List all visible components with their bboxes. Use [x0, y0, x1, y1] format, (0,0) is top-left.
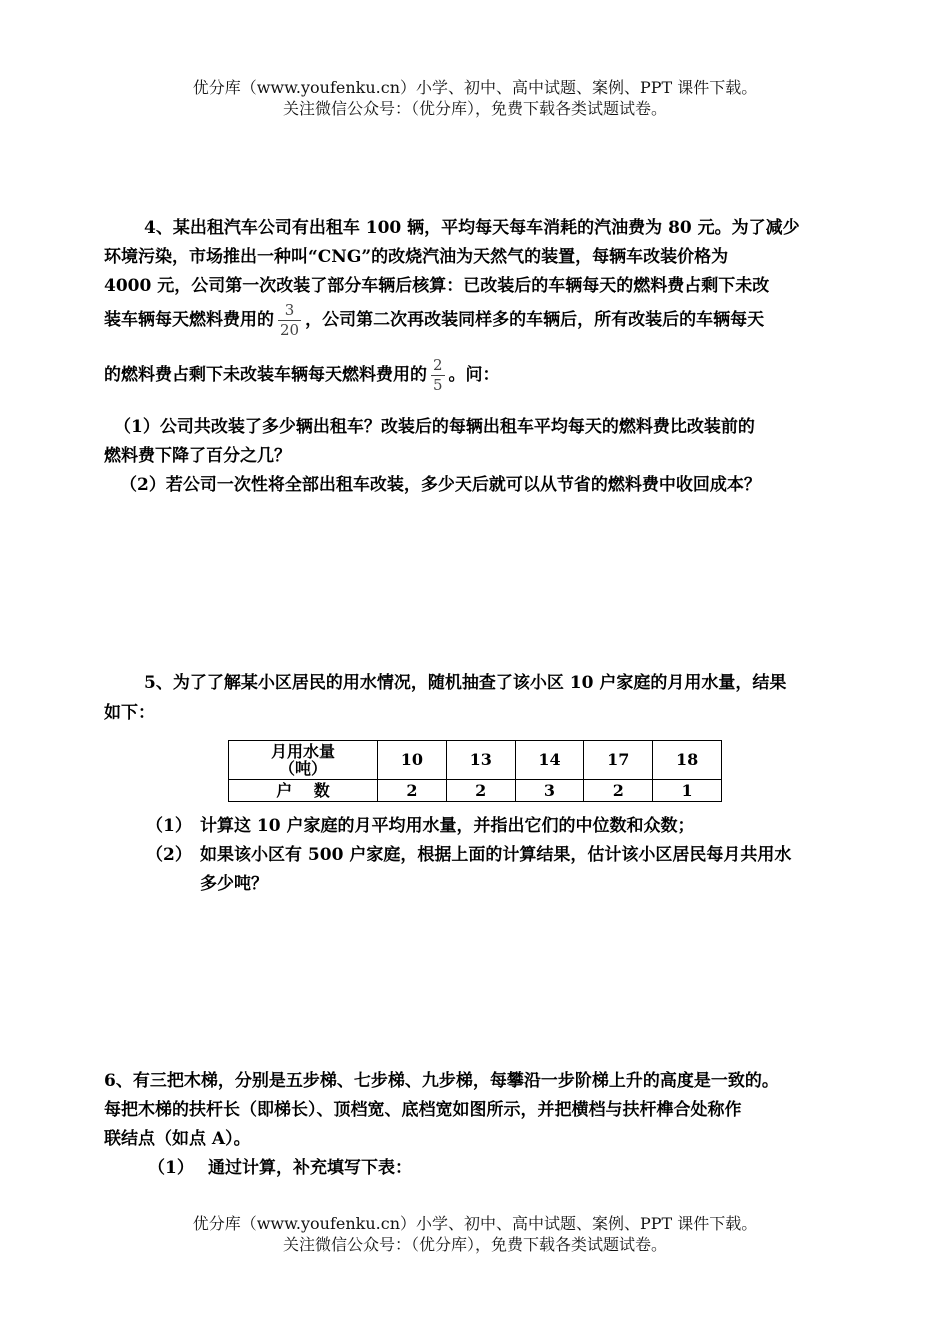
page-footer	[0, 1213, 950, 1255]
fraction-denominator: 20	[280, 321, 300, 339]
q5-sub2-line-2: 多少吨？	[200, 874, 268, 894]
q4-sub1-line-1: （1）公司共改装了多少辆出租车？改装后的每辆出租车平均每天的燃料费比改装前的	[114, 417, 755, 437]
table-cell: 2	[584, 780, 653, 802]
q4-sub2: （2）若公司一次性将全部出租车改装，多少天后就可以从节省的燃料费中收回成本？	[120, 475, 761, 495]
table-cell: 13	[446, 741, 515, 780]
q5-line-2: 如下：	[104, 703, 155, 723]
q5-sub2-number: （2）	[146, 845, 192, 865]
q6-sub1-number: （1）	[148, 1158, 194, 1178]
q5-sub2-line-1: 如果该小区有 500 户家庭，根据上面的计算结果，估计该小区居民每月共用水	[200, 845, 792, 865]
q4-line-1: 4、某出租汽车公司有出租车 100 辆，平均每天每车消耗的汽油费为 80 元。为了减少	[144, 218, 800, 238]
q4-line-2: 环境污染，市场推出一种叫“CNG”的改烧汽油为天然气的装置，每辆车改装价格为	[104, 247, 729, 267]
footer-line-1: 优分库（www.youfenku.cn）小学、初中、高中试题、案例、PPT 课件下载。	[192, 1214, 758, 1233]
header-line-2: 关注微信公众号：（优分库），免费下载各类试题试卷。	[282, 99, 667, 118]
header-line-1: 优分库（www.youfenku.cn）小学、初中、高中试题、案例、PPT 课件下载。	[192, 78, 758, 97]
fraction-numerator: 2	[433, 356, 443, 374]
table-cell: 14	[515, 741, 584, 780]
water-usage-table	[228, 740, 722, 802]
header-label-main: 月用水量	[270, 742, 335, 761]
table-cell: 1	[653, 780, 722, 802]
table-cell: 2	[378, 780, 447, 802]
table-cell: 10	[378, 741, 447, 780]
q4-line-4-end: ，公司第二次再改装同样多的车辆后，所有改装后的车辆每天	[305, 310, 765, 330]
q4-line-4	[104, 301, 764, 340]
page-header	[0, 77, 950, 119]
q4-line-5-end: 。问：	[448, 365, 500, 385]
table-row	[229, 780, 722, 802]
q5-sub1-number: （1）	[146, 816, 192, 836]
table-cell: 2	[446, 780, 515, 802]
q5-sub1-text: 计算这 10 户家庭的月平均用水量，并指出它们的中位数和众数；	[200, 816, 695, 836]
fraction-3-20	[278, 301, 301, 340]
table-header-cell: 户 数	[229, 780, 378, 802]
q4-sub1-line-2: 燃料费下降了百分之几？	[104, 446, 291, 466]
fraction-2-5	[431, 356, 445, 395]
q4-line-4-start: 装车辆每天燃料费用的	[104, 310, 274, 330]
header-label-unit: （吨）	[278, 759, 327, 778]
table-header-cell	[229, 741, 378, 780]
q6-line-2: 每把木梯的扶杆长（即梯长）、顶档宽、底档宽如图所示，并把横档与扶杆榫合处称作	[104, 1100, 742, 1120]
q4-line-3: 4000 元，公司第一次改装了部分车辆后核算：已改装后的车辆每天的燃料费占剩下未改	[104, 276, 770, 296]
fraction-numerator: 3	[284, 301, 295, 319]
table-cell: 17	[584, 741, 653, 780]
q6-line-1: 6、有三把木梯，分别是五步梯、七步梯、九步梯，每攀沿一步阶梯上升的高度是一致的。	[104, 1071, 779, 1091]
table-row	[229, 741, 722, 780]
q4-line-5	[104, 356, 500, 395]
table-cell: 3	[515, 780, 584, 802]
footer-line-2: 关注微信公众号：（优分库），免费下载各类试题试卷。	[282, 1235, 667, 1254]
q6-line-3: 联结点（如点 A）。	[104, 1129, 251, 1149]
q4-line-5-start: 的燃料费占剩下未改装车辆每天燃料费用的	[104, 365, 427, 385]
table-cell: 18	[653, 741, 722, 780]
fraction-denominator: 5	[433, 376, 443, 394]
q5-line-1: 5、为了了解某小区居民的用水情况，随机抽查了该小区 10 户家庭的月用水量，结果	[144, 673, 787, 693]
q6-sub1-text: 通过计算，补充填写下表：	[208, 1158, 412, 1178]
